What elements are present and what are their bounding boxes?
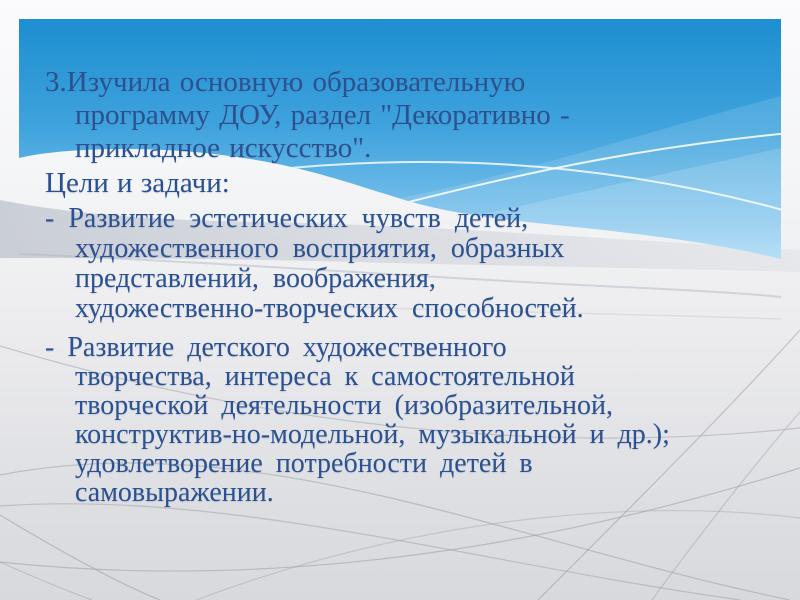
text-line: самовыражении. [75,477,274,508]
text-line: конструктив-но-модельной, музыкальной и др.); [75,419,670,450]
text-line: прикладное искусство". [75,132,372,164]
text-line: программу ДОУ, раздел "Декоративно - [75,99,570,131]
paragraph-bullet-2 [0,333,762,507]
slide-text-block [0,66,762,507]
paragraph-numbered-item [0,66,762,165]
text-line: - Развитие эстетических чувств детей, [45,203,529,234]
text-line: 3.Изучила основную образовательную [45,66,526,98]
text-line: творчества, интереса к самостоятельной [75,361,575,392]
text-line: Цели и задачи: [45,167,230,199]
text-line: художественного восприятия, образных [75,233,565,264]
text-line: художественно-творческих способностей. [75,293,584,324]
text-line: творческой деятельности (изобразительной, [75,390,613,421]
text-line: представлений, воображения, [75,263,436,294]
text-line: удовлетворение потребности детей в [75,448,533,479]
text-line: - Развитие детского художественного [45,332,507,363]
paragraph-goals-heading [0,167,762,200]
paragraph-bullet-1 [0,204,762,324]
